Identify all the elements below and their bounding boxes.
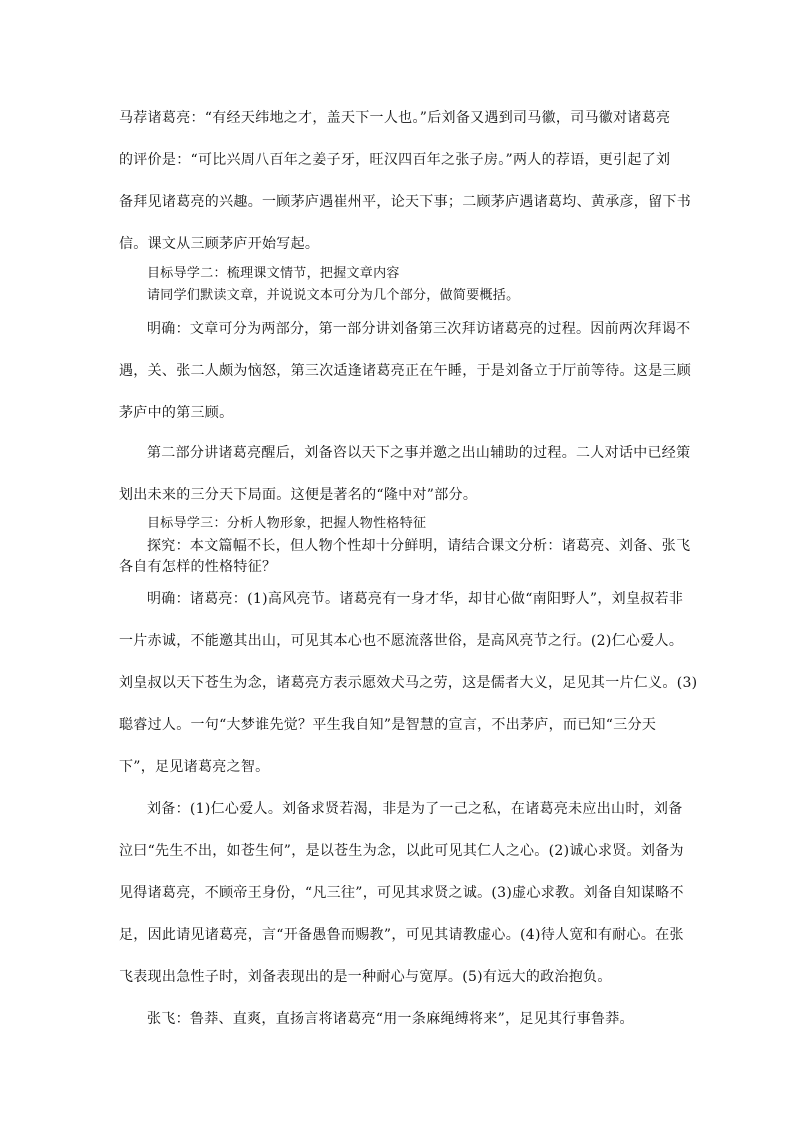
paragraph-line: 刘备：(1)仁心爱人。刘备求贤若渴，非是为了一己之私，在诸葛亮未应出山时，刘备: [147, 801, 683, 817]
paragraph-line: 刘皇叔以天下苍生为念，诸葛亮方表示愿效犬马之劳，这是儒者大义，足见其一片仁义。(3): [119, 675, 698, 691]
paragraph-line: 信。课文从三顾茅庐开始写起。: [119, 236, 320, 252]
paragraph-line: 的评价是：“可比兴周八百年之姜子牙，旺汉四百年之张子房。”两人的荐语，更引起了刘: [119, 152, 671, 168]
paragraph-line: 泣曰“先生不出，如苍生何”，是以苍生为念，以此可见其仁人之心。(2)诚心求贤。刘备为: [119, 843, 684, 859]
paragraph-line: 一片赤诚，不能邀其出山，可见其本心也不愿流落世俗，是高风亮节之行。(2)仁心爱人。: [119, 633, 684, 649]
paragraph-line: 第二部分讲诸葛亮醒后，刘备咨以天下之事并邀之出山辅助的过程。二人对话中已经策: [147, 445, 691, 461]
task-prompt: 各自有怎样的性格特征？: [119, 559, 277, 575]
paragraph-line: 划出未来的三分天下局面。这便是著名的“隆中对”部分。: [119, 487, 478, 503]
paragraph-line: 遇，关、张二人颇为恼怒，第三次适逢诸葛亮正在午睡，于是刘备立于厅前等待。这是三顾: [119, 363, 691, 379]
paragraph-line: 明确：诸葛亮：(1)高风亮节。诸葛亮有一身才华，却甘心做“南阳野人”，刘皇叔若非: [147, 591, 684, 607]
paragraph-line: 备拜见诸葛亮的兴趣。一顾茅庐遇崔州平，论天下事；二顾茅庐遇诸葛均、黄承彦，留下书: [119, 194, 691, 210]
paragraph-line: 张飞：鲁莽、直爽，直扬言将诸葛亮“用一条麻绳缚将来”，足见其行事鲁莽。: [147, 1011, 634, 1027]
task-prompt: 请同学们默读文章，并说说文本可分为几个部分，做简要概括。: [147, 288, 520, 303]
paragraph-line: 足，因此请见诸葛亮，言“开备愚鲁而赐教”，可见其请教虚心。(4)待人宽和有耐心。在张: [119, 927, 684, 943]
paragraph-line: 见得诸葛亮，不顾帝王身份，“凡三往”，可见其求贤之诚。(3)虚心求教。刘备自知谋略不: [119, 885, 684, 901]
section-heading: 目标导学二：梳理课文情节，把握文章内容: [147, 266, 400, 281]
task-prompt: 探究：本文篇幅不长，但人物个性却十分鲜明，请结合课文分析：诸葛亮、刘备、张飞: [147, 538, 691, 554]
paragraph-line: 马荐诸葛亮：“有经天纬地之才，盖天下一人也。”后刘备又遇到司马徽，司马徽对诸葛亮: [119, 110, 671, 126]
paragraph-line: 茅庐中的第三顾。: [119, 405, 234, 421]
paragraph-line: 下”，足见诸葛亮之智。: [119, 759, 270, 775]
section-heading: 目标导学三：分析人物形象，把握人物性格特征: [147, 516, 427, 531]
paragraph-line: 聪睿过人。一句“大梦谁先觉？平生我自知”是智慧的宣言，不出茅庐，而已知“三分天: [119, 717, 657, 733]
paragraph-line: 明确：文章可分为两部分，第一部分讲刘备第三次拜访诸葛亮的过程。因前两次拜谒不: [147, 321, 691, 337]
paragraph-line: 飞表现出急性子时，刘备表现出的是一种耐心与宽厚。(5)有远大的政治抱负。: [119, 969, 612, 985]
